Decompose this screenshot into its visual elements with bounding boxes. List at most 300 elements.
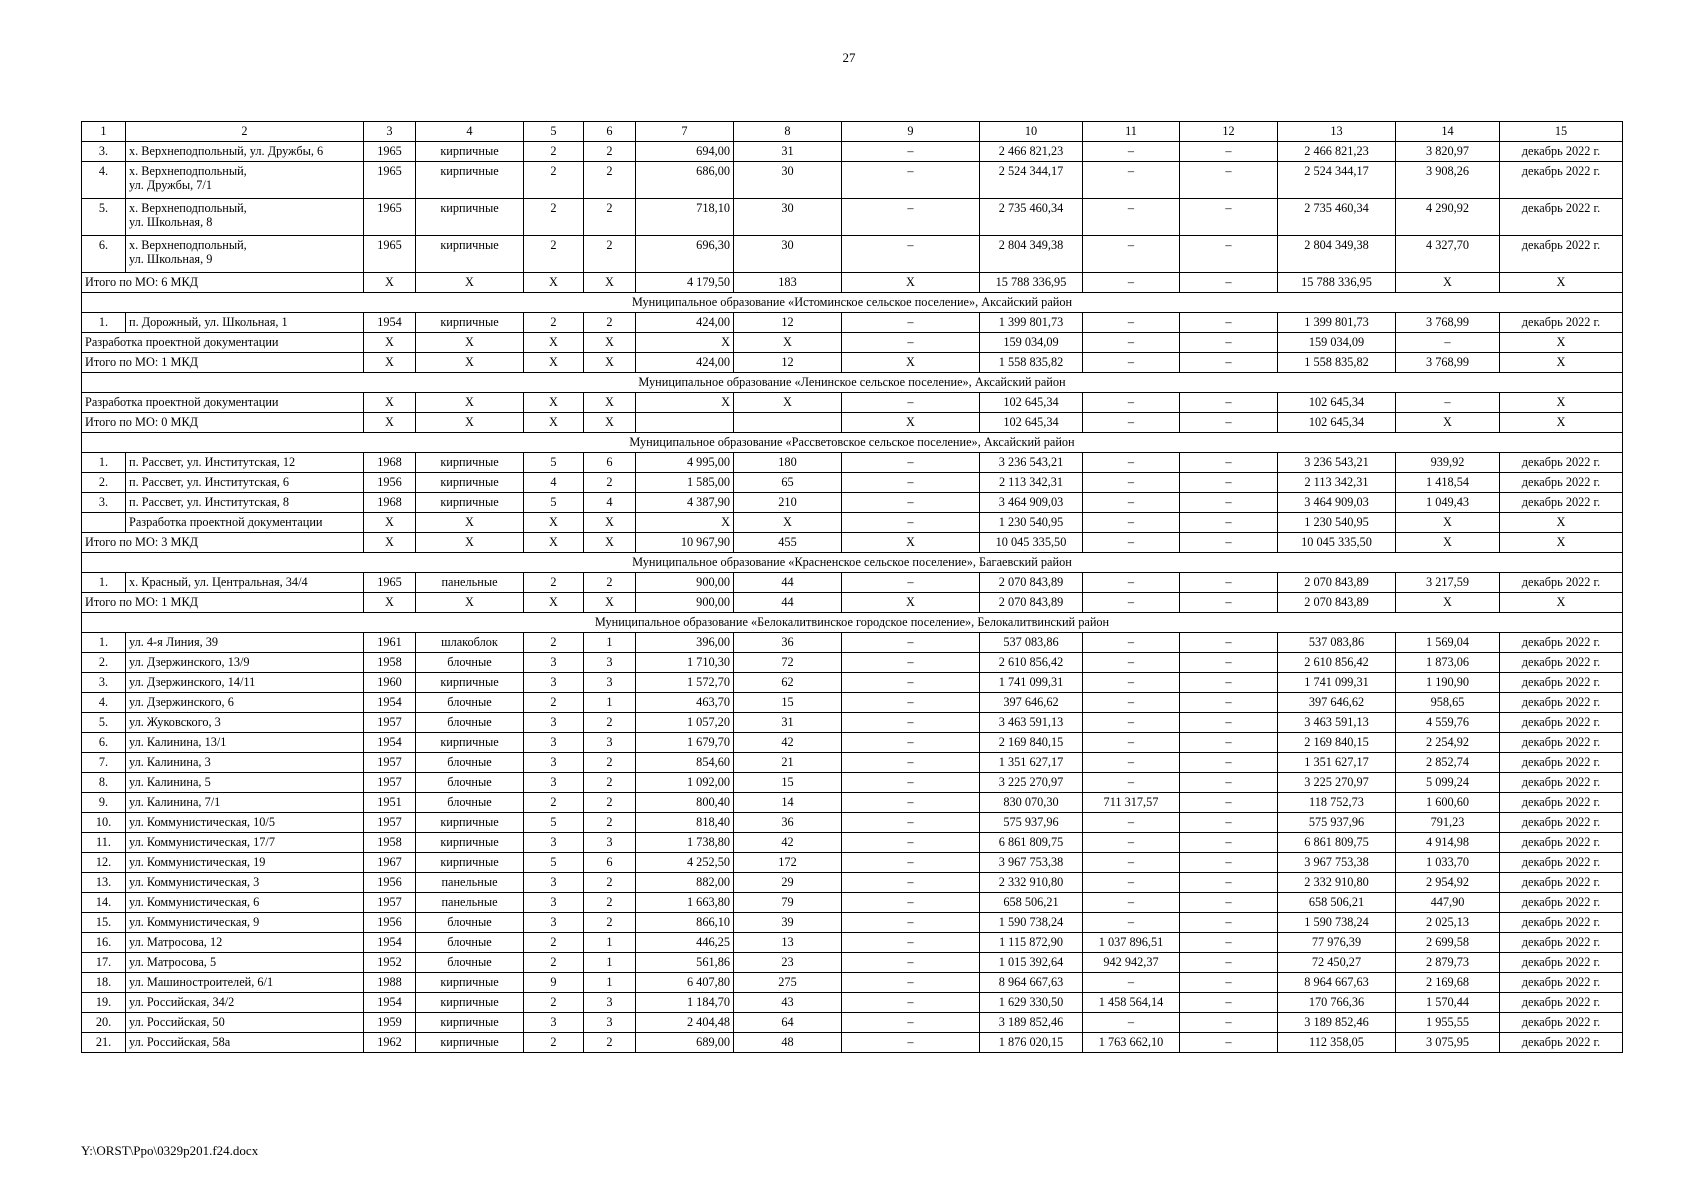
wall-material-cell: кирпичные (416, 473, 524, 493)
header-cell: 9 (842, 122, 980, 142)
col-12-cell: – (1180, 733, 1278, 753)
col-12-cell: – (1180, 773, 1278, 793)
col-11-cell: – (1083, 773, 1180, 793)
area-cell: 4 387,90 (636, 493, 734, 513)
address-cell: ул. Матросова, 5 (126, 953, 364, 973)
deadline-cell: декабрь 2022 г. (1500, 693, 1623, 713)
year-built-cell: 1954 (364, 933, 416, 953)
unit-cost-cell: 3 768,99 (1396, 353, 1500, 373)
residents-cell: 15 (734, 773, 842, 793)
residents-cell: 64 (734, 1013, 842, 1033)
col-12-cell: – (1180, 633, 1278, 653)
col-12-cell: – (1180, 333, 1278, 353)
table-row (82, 873, 1623, 893)
summary-row (82, 333, 1623, 353)
col-12-cell: – (1180, 236, 1278, 273)
col-9-cell: – (842, 733, 980, 753)
unit-cost-cell: 1 569,04 (1396, 633, 1500, 653)
section-heading: Муниципальное образование «Ленинское сельское поселение», Аксайский район (82, 373, 1623, 393)
table-row (82, 313, 1623, 333)
residents-cell: 14 (734, 793, 842, 813)
unit-cost-cell: – (1396, 393, 1500, 413)
unit-cost-cell: X (1396, 513, 1500, 533)
residents-cell: 172 (734, 853, 842, 873)
wall-material-cell: X (416, 413, 524, 433)
col-9-cell: – (842, 753, 980, 773)
wall-material-cell: блочные (416, 653, 524, 673)
row-number-cell (82, 513, 126, 533)
residents-cell: 30 (734, 236, 842, 273)
unit-cost-cell: 447,90 (1396, 893, 1500, 913)
deadline-cell: декабрь 2022 г. (1500, 142, 1623, 162)
col-13-cell: 658 506,21 (1278, 893, 1396, 913)
wall-material-cell: шлакоблок (416, 633, 524, 653)
row-number-cell: 9. (82, 793, 126, 813)
year-built-cell: 1952 (364, 953, 416, 973)
section-heading-row (82, 553, 1623, 573)
wall-material-cell: X (416, 533, 524, 553)
deadline-cell: декабрь 2022 г. (1500, 913, 1623, 933)
col-11-cell: – (1083, 273, 1180, 293)
table-row (82, 236, 1623, 273)
wall-material-cell: кирпичные (416, 833, 524, 853)
col-12-cell: – (1180, 993, 1278, 1013)
floors-cell: 2 (524, 236, 584, 273)
address-cell: п. Рассвет, ул. Институтская, 6 (126, 473, 364, 493)
col-9-cell: – (842, 653, 980, 673)
wall-material-cell: блочные (416, 793, 524, 813)
unit-cost-cell: 2 169,68 (1396, 973, 1500, 993)
wall-material-cell: кирпичные (416, 1033, 524, 1053)
col-9-cell: – (842, 1013, 980, 1033)
residents-cell (734, 413, 842, 433)
col-9-cell: – (842, 513, 980, 533)
area-cell: 561,86 (636, 953, 734, 973)
address-cell: ул. Российская, 34/2 (126, 993, 364, 1013)
col-11-cell: – (1083, 673, 1180, 693)
address-cell: ул. Коммунистическая, 19 (126, 853, 364, 873)
header-cell: 15 (1500, 122, 1623, 142)
floors-cell: 3 (524, 1013, 584, 1033)
row-number-cell: 1. (82, 453, 126, 473)
unit-cost-cell: 4 559,76 (1396, 713, 1500, 733)
col-13-cell: 3 225 270,97 (1278, 773, 1396, 793)
floors-cell: 3 (524, 833, 584, 853)
table-row (82, 813, 1623, 833)
col-11-cell: – (1083, 653, 1180, 673)
header-cell: 5 (524, 122, 584, 142)
entrances-cell: X (584, 533, 636, 553)
wall-material-cell: блочные (416, 693, 524, 713)
unit-cost-cell: 791,23 (1396, 813, 1500, 833)
residents-cell: 65 (734, 473, 842, 493)
residents-cell: 31 (734, 713, 842, 733)
col-11-cell: – (1083, 693, 1180, 713)
unit-cost-cell: 2 954,92 (1396, 873, 1500, 893)
year-built-cell: 1965 (364, 573, 416, 593)
col-13-cell: 2 466 821,23 (1278, 142, 1396, 162)
col-9-cell: – (842, 453, 980, 473)
wall-material-cell: X (416, 593, 524, 613)
col-13-cell: 397 646,62 (1278, 693, 1396, 713)
col-12-cell: – (1180, 1033, 1278, 1053)
col-9-cell: – (842, 393, 980, 413)
col-9-cell: – (842, 993, 980, 1013)
col-9-cell: X (842, 273, 980, 293)
floors-cell: 3 (524, 753, 584, 773)
col-12-cell: – (1180, 973, 1278, 993)
col-12-cell: – (1180, 893, 1278, 913)
col-11-cell: – (1083, 593, 1180, 613)
year-built-cell: 1958 (364, 833, 416, 853)
table-row (82, 453, 1623, 473)
floors-cell: X (524, 393, 584, 413)
col-11-cell: – (1083, 813, 1180, 833)
col-12-cell: – (1180, 673, 1278, 693)
unit-cost-cell: 1 418,54 (1396, 473, 1500, 493)
area-cell: 900,00 (636, 573, 734, 593)
area-cell: 1 057,20 (636, 713, 734, 733)
floors-cell: 3 (524, 653, 584, 673)
section-heading-row (82, 433, 1623, 453)
unit-cost-cell: 1 600,60 (1396, 793, 1500, 813)
table-row (82, 973, 1623, 993)
entrances-cell: 4 (584, 493, 636, 513)
page-number: 27 (842, 50, 856, 65)
total-cost-cell: 102 645,34 (980, 393, 1083, 413)
col-9-cell: – (842, 633, 980, 653)
area-cell: X (636, 333, 734, 353)
address-cell: х. Красный, ул. Центральная, 34/4 (126, 573, 364, 593)
col-13-cell: 2 610 856,42 (1278, 653, 1396, 673)
unit-cost-cell: 939,92 (1396, 453, 1500, 473)
floors-cell: X (524, 533, 584, 553)
deadline-cell: декабрь 2022 г. (1500, 973, 1623, 993)
deadline-cell: X (1500, 393, 1623, 413)
table-row (82, 913, 1623, 933)
row-number-cell: 6. (82, 733, 126, 753)
row-number-cell: 15. (82, 913, 126, 933)
entrances-cell: 2 (584, 236, 636, 273)
col-9-cell: – (842, 162, 980, 199)
total-cost-cell: 830 070,30 (980, 793, 1083, 813)
year-built-cell: 1965 (364, 162, 416, 199)
entrances-cell: 2 (584, 313, 636, 333)
unit-cost-cell: 3 820,97 (1396, 142, 1500, 162)
address-cell: ул. Коммунистическая, 6 (126, 893, 364, 913)
total-cost-cell: 2 610 856,42 (980, 653, 1083, 673)
entrances-cell: 3 (584, 673, 636, 693)
total-cost-cell: 3 225 270,97 (980, 773, 1083, 793)
year-built-cell: X (364, 333, 416, 353)
col-11-cell: – (1083, 713, 1180, 733)
floors-cell: 2 (524, 953, 584, 973)
header-cell: 6 (584, 122, 636, 142)
wall-material-cell: кирпичные (416, 162, 524, 199)
address-cell: ул. Дзержинского, 13/9 (126, 653, 364, 673)
year-built-cell: 1957 (364, 893, 416, 913)
col-9-cell: X (842, 533, 980, 553)
deadline-cell: декабрь 2022 г. (1500, 893, 1623, 913)
deadline-cell: декабрь 2022 г. (1500, 1033, 1623, 1053)
entrances-cell: 1 (584, 933, 636, 953)
year-built-cell: 1961 (364, 633, 416, 653)
wall-material-cell: блочные (416, 953, 524, 973)
deadline-cell: декабрь 2022 г. (1500, 493, 1623, 513)
area-cell: 900,00 (636, 593, 734, 613)
row-number-cell: 13. (82, 873, 126, 893)
header-cell: 14 (1396, 122, 1500, 142)
address-cell: ул. Дзержинского, 14/11 (126, 673, 364, 693)
year-built-cell: 1956 (364, 473, 416, 493)
table-row (82, 473, 1623, 493)
deadline-cell: декабрь 2022 г. (1500, 813, 1623, 833)
unit-cost-cell: 1 955,55 (1396, 1013, 1500, 1033)
area-cell: 718,10 (636, 199, 734, 236)
deadline-cell: декабрь 2022 г. (1500, 933, 1623, 953)
deadline-cell: декабрь 2022 г. (1500, 473, 1623, 493)
col-12-cell: – (1180, 913, 1278, 933)
col-11-cell: – (1083, 413, 1180, 433)
unit-cost-cell: X (1396, 593, 1500, 613)
section-heading: Муниципальное образование «Красненское сельское поселение», Багаевский район (82, 553, 1623, 573)
col-9-cell: – (842, 493, 980, 513)
col-13-cell: 3 463 591,13 (1278, 713, 1396, 733)
col-11-cell: – (1083, 893, 1180, 913)
col-12-cell: – (1180, 353, 1278, 373)
header-cell: 13 (1278, 122, 1396, 142)
col-12-cell: – (1180, 393, 1278, 413)
area-cell: 424,00 (636, 313, 734, 333)
col-13-cell: 102 645,34 (1278, 413, 1396, 433)
col-11-cell: – (1083, 162, 1180, 199)
header-cell: 2 (126, 122, 364, 142)
deadline-cell: декабрь 2022 г. (1500, 733, 1623, 753)
col-13-cell: 15 788 336,95 (1278, 273, 1396, 293)
col-11-cell: – (1083, 393, 1180, 413)
total-cost-cell: 1 015 392,64 (980, 953, 1083, 973)
col-9-cell: – (842, 893, 980, 913)
table-row (82, 833, 1623, 853)
area-cell: 2 404,48 (636, 1013, 734, 1033)
col-13-cell: 3 464 909,03 (1278, 493, 1396, 513)
residents-cell: 42 (734, 733, 842, 753)
col-11-cell: – (1083, 493, 1180, 513)
address-cell: ул. Российская, 58а (126, 1033, 364, 1053)
wall-material-cell: кирпичные (416, 142, 524, 162)
area-cell: 1 663,80 (636, 893, 734, 913)
entrances-cell: X (584, 593, 636, 613)
col-13-cell: 1 399 801,73 (1278, 313, 1396, 333)
col-9-cell: – (842, 1033, 980, 1053)
year-built-cell: 1951 (364, 793, 416, 813)
wall-material-cell: кирпичные (416, 493, 524, 513)
col-13-cell: 3 236 543,21 (1278, 453, 1396, 473)
deadline-cell: декабрь 2022 г. (1500, 753, 1623, 773)
total-cost-cell: 2 070 843,89 (980, 573, 1083, 593)
residents-cell: 36 (734, 813, 842, 833)
col-13-cell: 112 358,05 (1278, 1033, 1396, 1053)
col-9-cell: X (842, 593, 980, 613)
wall-material-cell: X (416, 393, 524, 413)
col-12-cell: – (1180, 413, 1278, 433)
unit-cost-cell: 1 033,70 (1396, 853, 1500, 873)
col-13-cell: 102 645,34 (1278, 393, 1396, 413)
row-number-cell: 5. (82, 713, 126, 733)
entrances-cell: 2 (584, 893, 636, 913)
col-12-cell: – (1180, 793, 1278, 813)
entrances-cell: X (584, 353, 636, 373)
col-9-cell: – (842, 473, 980, 493)
housing-table (81, 121, 1623, 1053)
table-row (82, 713, 1623, 733)
total-cost-cell: 3 463 591,13 (980, 713, 1083, 733)
footer-file-path: Y:\ORST\Ppo\0329p201.f24.docx (81, 1143, 259, 1158)
floors-cell: X (524, 413, 584, 433)
floors-cell: 2 (524, 793, 584, 813)
entrances-cell: 2 (584, 913, 636, 933)
row-number-cell: 5. (82, 199, 126, 236)
unit-cost-cell: 3 908,26 (1396, 162, 1500, 199)
col-13-cell: 2 524 344,17 (1278, 162, 1396, 199)
total-cost-cell: 2 332 910,80 (980, 873, 1083, 893)
deadline-cell: декабрь 2022 г. (1500, 853, 1623, 873)
table-row (82, 493, 1623, 513)
col-11-cell: – (1083, 453, 1180, 473)
residents-cell: 15 (734, 693, 842, 713)
header-cell: 8 (734, 122, 842, 142)
col-12-cell: – (1180, 653, 1278, 673)
table-row (82, 633, 1623, 653)
col-9-cell: – (842, 673, 980, 693)
unit-cost-cell: X (1396, 273, 1500, 293)
table-row (82, 142, 1623, 162)
total-cost-cell: 10 045 335,50 (980, 533, 1083, 553)
year-built-cell: 1957 (364, 753, 416, 773)
table-row (82, 693, 1623, 713)
year-built-cell: 1954 (364, 733, 416, 753)
area-cell: 882,00 (636, 873, 734, 893)
col-12-cell: – (1180, 573, 1278, 593)
year-built-cell: 1968 (364, 493, 416, 513)
year-built-cell: 1957 (364, 713, 416, 733)
address-cell: ул. Калинина, 13/1 (126, 733, 364, 753)
row-number-cell: 4. (82, 693, 126, 713)
total-cost-cell: 1 351 627,17 (980, 753, 1083, 773)
summary-row (82, 593, 1623, 613)
wall-material-cell: кирпичные (416, 453, 524, 473)
wall-material-cell: панельные (416, 573, 524, 593)
unit-cost-cell: 1 049,43 (1396, 493, 1500, 513)
col-11-cell: – (1083, 573, 1180, 593)
address-cell: п. Рассвет, ул. Институтская, 12 (126, 453, 364, 473)
section-heading: Муниципальное образование «Рассветовское сельское поселение», Аксайский район (82, 433, 1623, 453)
area-cell (636, 413, 734, 433)
area-cell: 4 252,50 (636, 853, 734, 873)
floors-cell: 2 (524, 693, 584, 713)
total-cost-cell: 1 741 099,31 (980, 673, 1083, 693)
floors-cell: 2 (524, 1033, 584, 1053)
total-cost-cell: 2 735 460,34 (980, 199, 1083, 236)
total-cost-cell: 1 399 801,73 (980, 313, 1083, 333)
col-9-cell: – (842, 793, 980, 813)
col-13-cell: 3 967 753,38 (1278, 853, 1396, 873)
row-number-cell: 14. (82, 893, 126, 913)
floors-cell: 3 (524, 913, 584, 933)
col-12-cell: – (1180, 493, 1278, 513)
year-built-cell: 1965 (364, 142, 416, 162)
col-11-cell: – (1083, 873, 1180, 893)
area-cell: 424,00 (636, 353, 734, 373)
entrances-cell: 3 (584, 733, 636, 753)
residents-cell: 44 (734, 573, 842, 593)
summary-label: Разработка проектной документации (82, 393, 364, 413)
col-9-cell: – (842, 773, 980, 793)
floors-cell: 2 (524, 313, 584, 333)
col-13-cell: 2 332 910,80 (1278, 873, 1396, 893)
col-13-cell: 2 804 349,38 (1278, 236, 1396, 273)
summary-row (82, 393, 1623, 413)
residents-cell: 79 (734, 893, 842, 913)
col-13-cell: 72 450,27 (1278, 953, 1396, 973)
entrances-cell: 2 (584, 813, 636, 833)
table-row (82, 573, 1623, 593)
total-cost-cell: 15 788 336,95 (980, 273, 1083, 293)
floors-cell: X (524, 333, 584, 353)
area-cell: 1 585,00 (636, 473, 734, 493)
header-cell: 3 (364, 122, 416, 142)
entrances-cell: X (584, 413, 636, 433)
area-cell: 6 407,80 (636, 973, 734, 993)
entrances-cell: 2 (584, 162, 636, 199)
table-row (82, 893, 1623, 913)
unit-cost-cell: 1 570,44 (1396, 993, 1500, 1013)
row-number-cell: 19. (82, 993, 126, 1013)
col-12-cell: – (1180, 513, 1278, 533)
year-built-cell: X (364, 513, 416, 533)
floors-cell: 2 (524, 162, 584, 199)
address-cell: х. Верхнеподпольный, ул. Дружбы, 6 (126, 142, 364, 162)
area-cell: 10 967,90 (636, 533, 734, 553)
summary-row (82, 353, 1623, 373)
deadline-cell: декабрь 2022 г. (1500, 673, 1623, 693)
col-9-cell: – (842, 333, 980, 353)
table-row (82, 653, 1623, 673)
year-built-cell: 1965 (364, 236, 416, 273)
entrances-cell: X (584, 273, 636, 293)
floors-cell: 4 (524, 473, 584, 493)
col-13-cell: 10 045 335,50 (1278, 533, 1396, 553)
total-cost-cell: 2 169 840,15 (980, 733, 1083, 753)
col-11-cell: – (1083, 1013, 1180, 1033)
table-row (82, 1013, 1623, 1033)
col-12-cell: – (1180, 533, 1278, 553)
residents-cell: 44 (734, 593, 842, 613)
residents-cell: 183 (734, 273, 842, 293)
address-cell: п. Дорожный, ул. Школьная, 1 (126, 313, 364, 333)
wall-material-cell: X (416, 333, 524, 353)
entrances-cell: X (584, 333, 636, 353)
area-cell: X (636, 513, 734, 533)
deadline-cell: декабрь 2022 г. (1500, 793, 1623, 813)
deadline-cell: декабрь 2022 г. (1500, 833, 1623, 853)
wall-material-cell: X (416, 353, 524, 373)
year-built-cell: 1954 (364, 693, 416, 713)
year-built-cell: 1962 (364, 1033, 416, 1053)
unit-cost-cell: X (1396, 413, 1500, 433)
total-cost-cell: 159 034,09 (980, 333, 1083, 353)
address-cell: ул. Матросова, 12 (126, 933, 364, 953)
